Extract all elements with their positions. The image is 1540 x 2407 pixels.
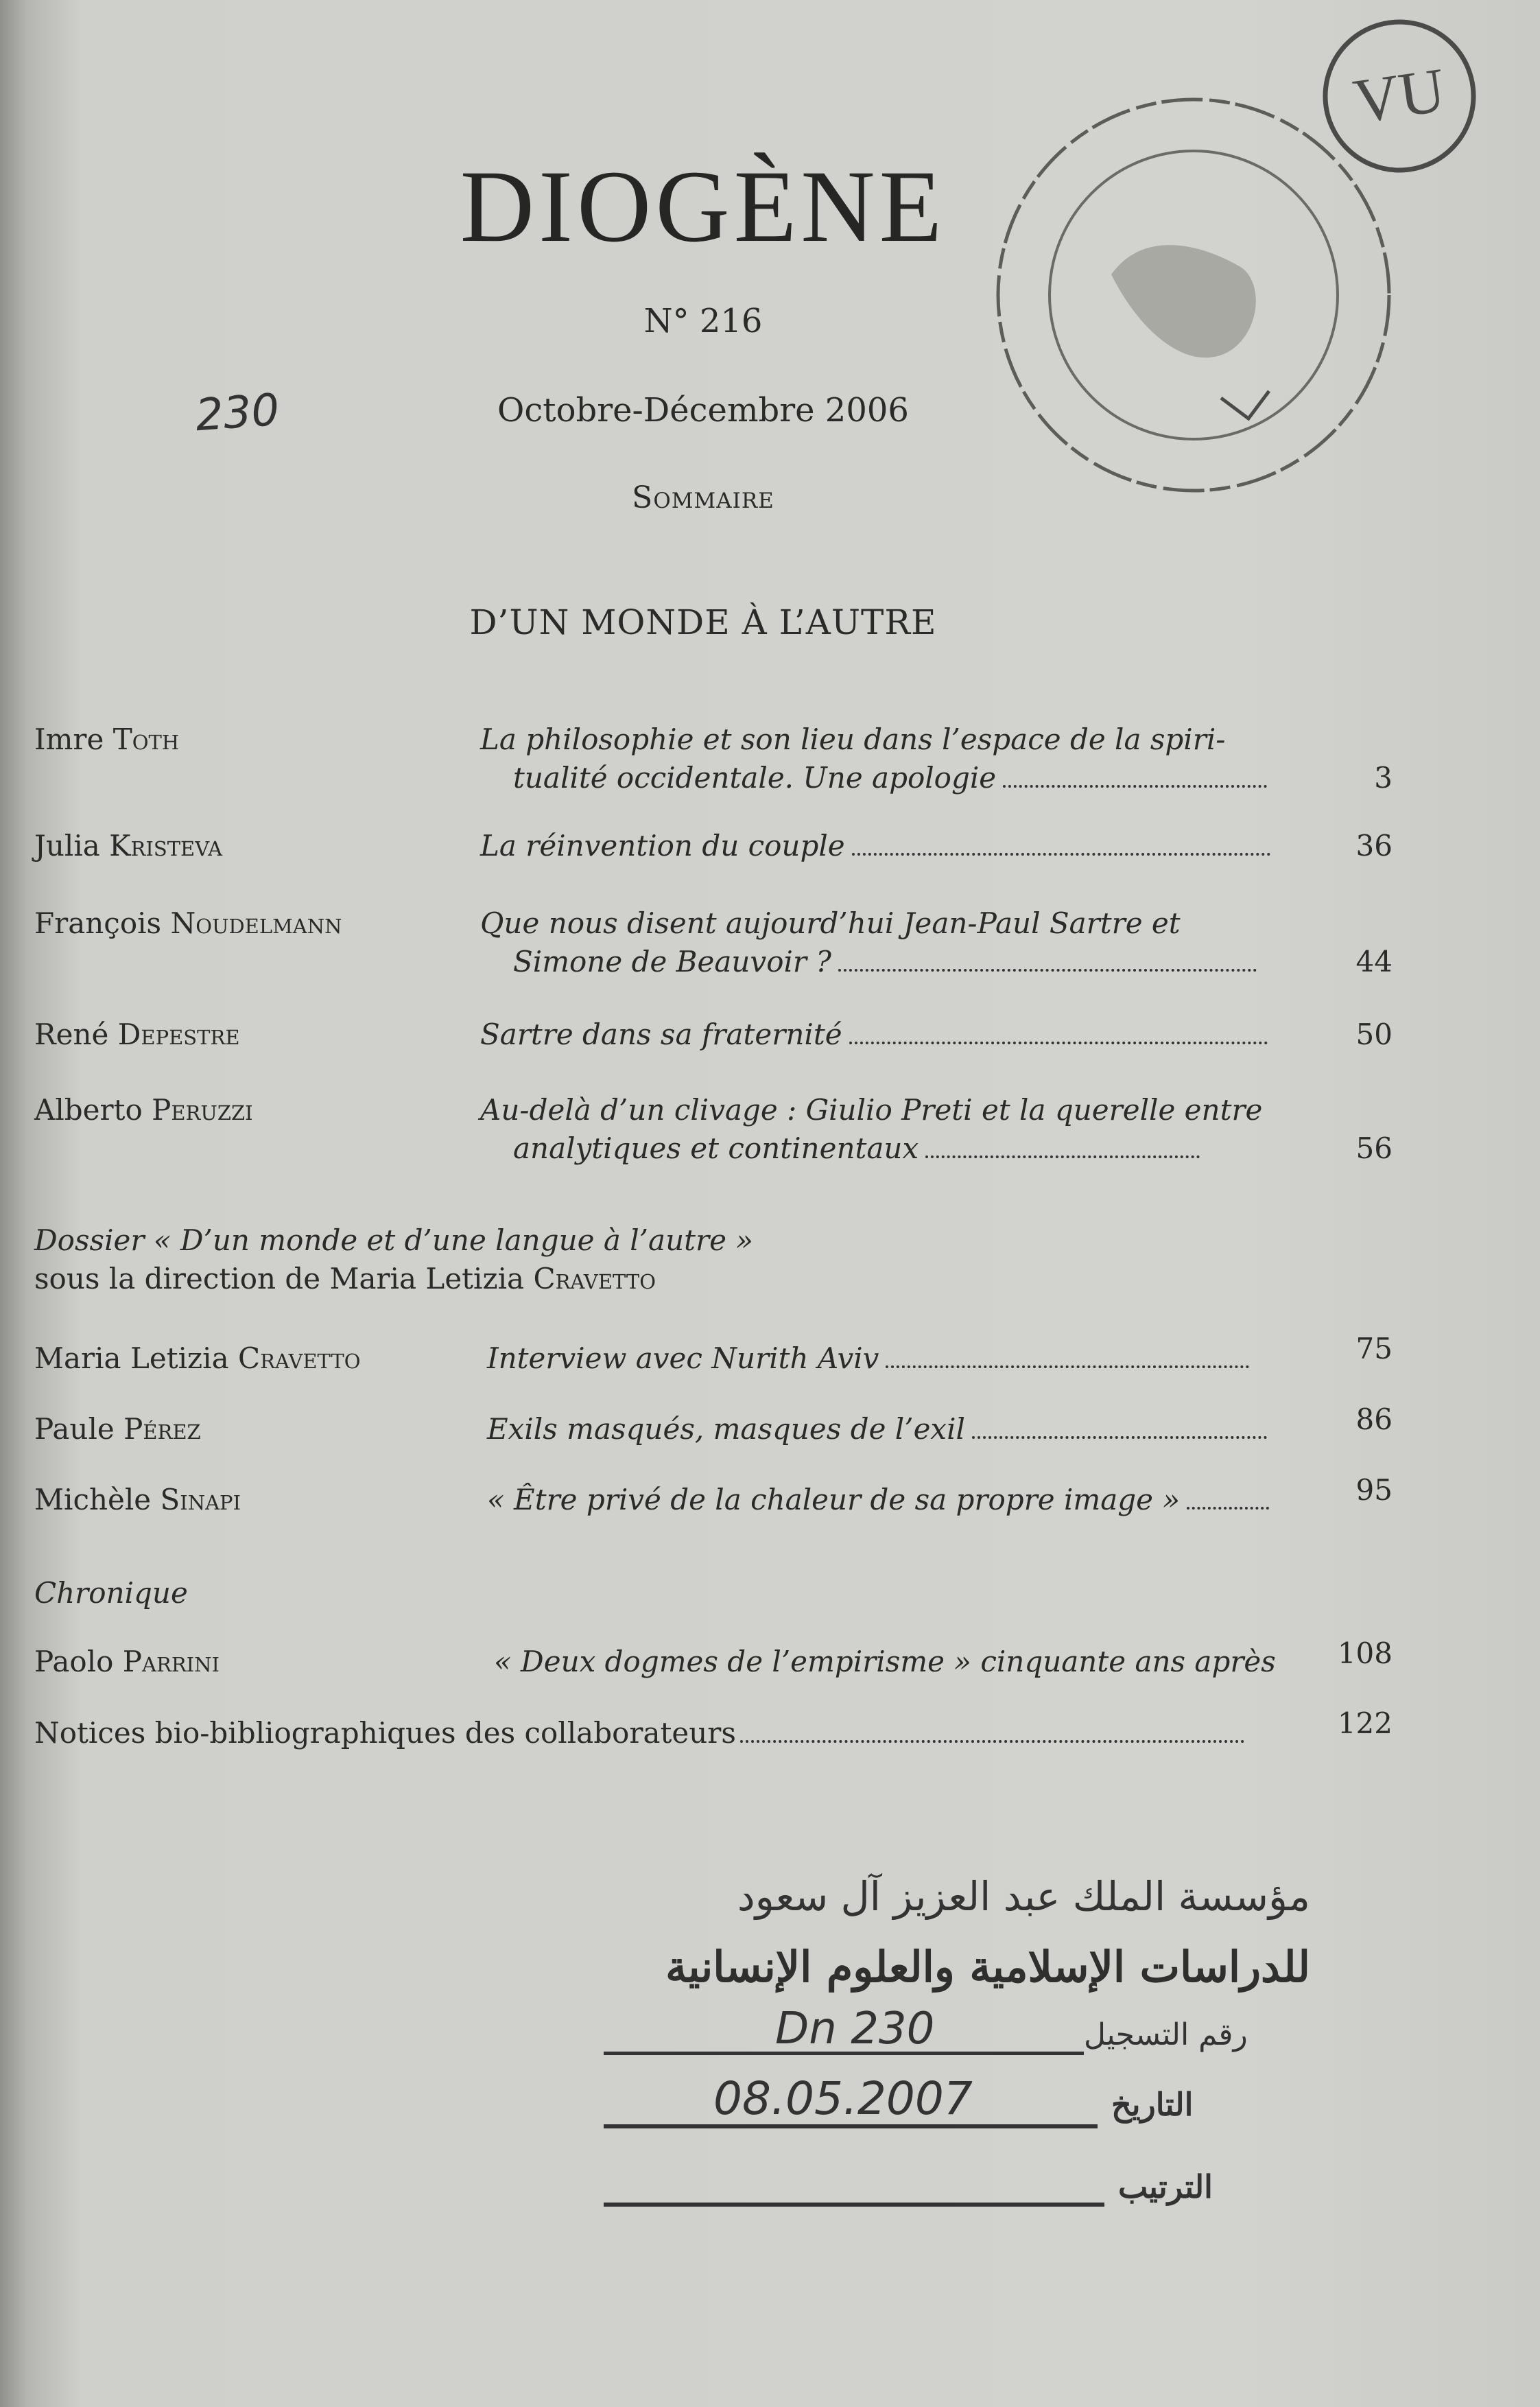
entry-page: 75 xyxy=(1355,1332,1393,1365)
entry-title: Que nous disent aujourd’hui Jean-Paul Sartre et Simone de Beauvoir ? xyxy=(480,904,1310,981)
entry-page: 122 xyxy=(1337,1706,1393,1740)
vu-text: VU xyxy=(1349,54,1449,137)
class-line xyxy=(604,2203,1104,2207)
class-label: الترتيب xyxy=(1118,2168,1213,2205)
entry-author: Maria Letizia Cravetto xyxy=(34,1341,361,1375)
vu-stamp xyxy=(1317,14,1482,178)
entry-page: 50 xyxy=(1355,1018,1393,1051)
entry-author: Julia Kristeva xyxy=(34,829,223,862)
reg-number: Dn 230 xyxy=(775,2004,935,2054)
institution-line-2: للدراسات الإسلامية والعلوم الإنسانية xyxy=(665,1942,1310,1992)
entry-page: 86 xyxy=(1355,1402,1393,1436)
entry-title: La philosophie et son lieu dans l’espace de la spiri- tualité occidentale. Une apologie xyxy=(480,720,1310,797)
entry-author: Michèle Sinapi xyxy=(34,1483,241,1516)
entry-page: 44 xyxy=(1355,945,1393,978)
dossier-title: Dossier « D’un monde et d’une langue à l’autre » xyxy=(34,1223,753,1257)
entry-title: Interview avec Nurith Aviv xyxy=(487,1339,1317,1378)
notices-label: Notices bio-bibliographiques des collaborateurs xyxy=(34,1714,1244,1752)
entry-title: « Être privé de la chaleur de sa propre image » xyxy=(487,1481,1317,1519)
reg-label: رقم التسجيل xyxy=(1084,2017,1248,2052)
handwritten-number: 230 xyxy=(193,384,281,442)
registration-stamp xyxy=(604,1866,1324,2223)
entry-author: Paule Pérez xyxy=(34,1412,201,1446)
section-title: D’UN MONDE À L’AUTRE xyxy=(469,602,937,642)
entry-author: Alberto Peruzzi xyxy=(34,1093,253,1127)
entry-author: Imre Toth xyxy=(34,723,180,756)
entry-page: 36 xyxy=(1355,829,1393,862)
date-value: 08.05.2007 xyxy=(713,2072,973,2125)
entry-title: Au-delà d’un clivage : Giulio Preti et la querelle entre analytiques et continentaux xyxy=(480,1093,1263,1165)
journal-title: DIOGÈNE xyxy=(460,150,947,263)
entry-title: Exils masqués, masques de l’exil xyxy=(487,1410,1317,1448)
date-label: التاريخ xyxy=(1111,2086,1194,2123)
entry-title: Sartre dans sa fraternité xyxy=(480,1015,1310,1054)
dossier-direction: sous la direction de Maria Letizia Cravetto xyxy=(34,1262,656,1295)
entry-author: René Depestre xyxy=(34,1018,240,1051)
chronique-label: Chronique xyxy=(34,1576,188,1610)
entry-page: 95 xyxy=(1355,1473,1393,1507)
entry-title: La réinvention du couple xyxy=(480,827,1310,865)
sommaire-heading: Sommaire xyxy=(632,480,774,515)
entry-page: 3 xyxy=(1374,761,1393,795)
issue-number: N° 216 xyxy=(643,302,763,340)
entry-page: 108 xyxy=(1337,1636,1393,1670)
issue-date: Octobre-Décembre 2006 xyxy=(497,391,909,430)
entry-author: Paolo Parrini xyxy=(34,1645,220,1678)
entry-title: « Deux dogmes de l’empirisme » cinquante ans après xyxy=(494,1645,1276,1678)
institution-line-1: مؤسسة الملك عبد العزيز آل سعود xyxy=(737,1873,1310,1920)
entry-page: 56 xyxy=(1355,1131,1393,1165)
dossier-heading xyxy=(34,1221,1393,1298)
entry-author: François Noudelmann xyxy=(34,906,342,940)
